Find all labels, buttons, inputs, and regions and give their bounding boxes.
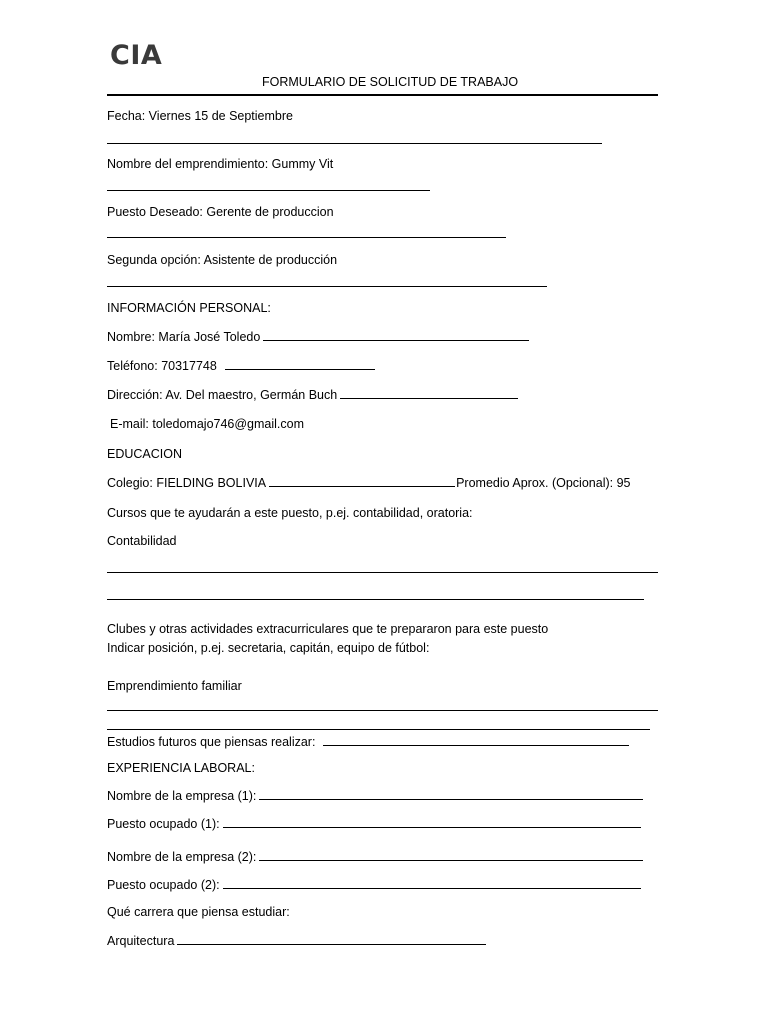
direccion-field: Dirección: Av. Del maestro, Germán Buch: [107, 388, 338, 402]
puesto-1-field: Puesto ocupado (1):: [107, 817, 220, 831]
segunda-opcion-line: [107, 286, 547, 287]
telefono-row: [107, 358, 375, 374]
telefono-line: [225, 358, 375, 370]
company-logo: CIA: [110, 40, 163, 71]
telefono-field: Teléfono: 70317748: [107, 359, 217, 373]
puesto-deseado-field: Puesto Deseado: Gerente de produccion: [107, 205, 334, 219]
colegio-line: [269, 475, 455, 487]
puesto-1-row: [107, 816, 641, 832]
puesto-1-line: [223, 816, 641, 828]
cursos-answer: Contabilidad: [107, 534, 177, 548]
fecha-field: Fecha: Viernes 15 de Septiembre: [107, 109, 293, 123]
cursos-line-2: [107, 599, 644, 600]
empresa-2-field: Nombre de la empresa (2):: [107, 850, 257, 864]
direccion-row: [107, 387, 518, 403]
segunda-opcion-field: Segunda opción: Asistente de producción: [107, 253, 338, 267]
cursos-line-1: [107, 572, 658, 573]
clubes-line-1: [107, 710, 658, 711]
emprendimiento-line: [107, 190, 430, 191]
promedio-field: Promedio Aprox. (Opcional): 95: [456, 476, 631, 490]
carrera-question: Qué carrera que piensa estudiar:: [107, 905, 290, 919]
estudios-futuros-field: Estudios futuros que piensas realizar:: [107, 735, 316, 749]
clubes-question-2: Indicar posición, p.ej. secretaria, capitán, equipo de fútbol:: [107, 641, 430, 655]
puesto-deseado-line: [107, 237, 506, 238]
empresa-2-row: [107, 849, 643, 865]
experiencia-heading: EXPERIENCIA LABORAL:: [107, 761, 255, 775]
clubes-question-1: Clubes y otras actividades extracurriculares que te prepararon para este puesto: [107, 622, 549, 636]
nombre-row: [107, 329, 529, 345]
empresa-2-line: [259, 849, 643, 861]
nombre-field: Nombre: María José Toledo: [107, 330, 261, 344]
title-divider: [107, 94, 658, 96]
carrera-line: [177, 933, 486, 945]
educacion-heading: EDUCACION: [107, 447, 183, 461]
empresa-1-line: [259, 788, 643, 800]
colegio-row: [107, 475, 630, 491]
puesto-2-row: [107, 877, 641, 893]
colegio-field: Colegio: FIELDING BOLIVIA: [107, 476, 267, 490]
carrera-answer: Arquitectura: [107, 934, 175, 948]
estudios-futuros-row: [107, 734, 629, 750]
estudios-futuros-line: [323, 734, 629, 746]
emprendimiento-field: Nombre del emprendimiento: Gummy Vit: [107, 157, 334, 171]
cursos-question: Cursos que te ayudarán a este puesto, p.ej. contabilidad, oratoria:: [107, 506, 473, 520]
puesto-2-field: Puesto ocupado (2):: [107, 878, 220, 892]
fecha-line: [107, 143, 602, 144]
empresa-1-row: [107, 788, 643, 804]
nombre-line: [263, 329, 529, 341]
clubes-answer: Emprendimiento familiar: [107, 679, 242, 693]
empresa-1-field: Nombre de la empresa (1):: [107, 789, 257, 803]
info-personal-heading: INFORMACIÓN PERSONAL:: [107, 301, 271, 315]
direccion-line: [340, 387, 518, 399]
puesto-2-line: [223, 877, 641, 889]
email-field: E-mail: toledomajo746@gmail.com: [110, 417, 305, 431]
clubes-line-2: [107, 729, 650, 730]
carrera-row: [107, 933, 486, 949]
form-title: FORMULARIO DE SOLICITUD DE TRABAJO: [262, 75, 519, 89]
